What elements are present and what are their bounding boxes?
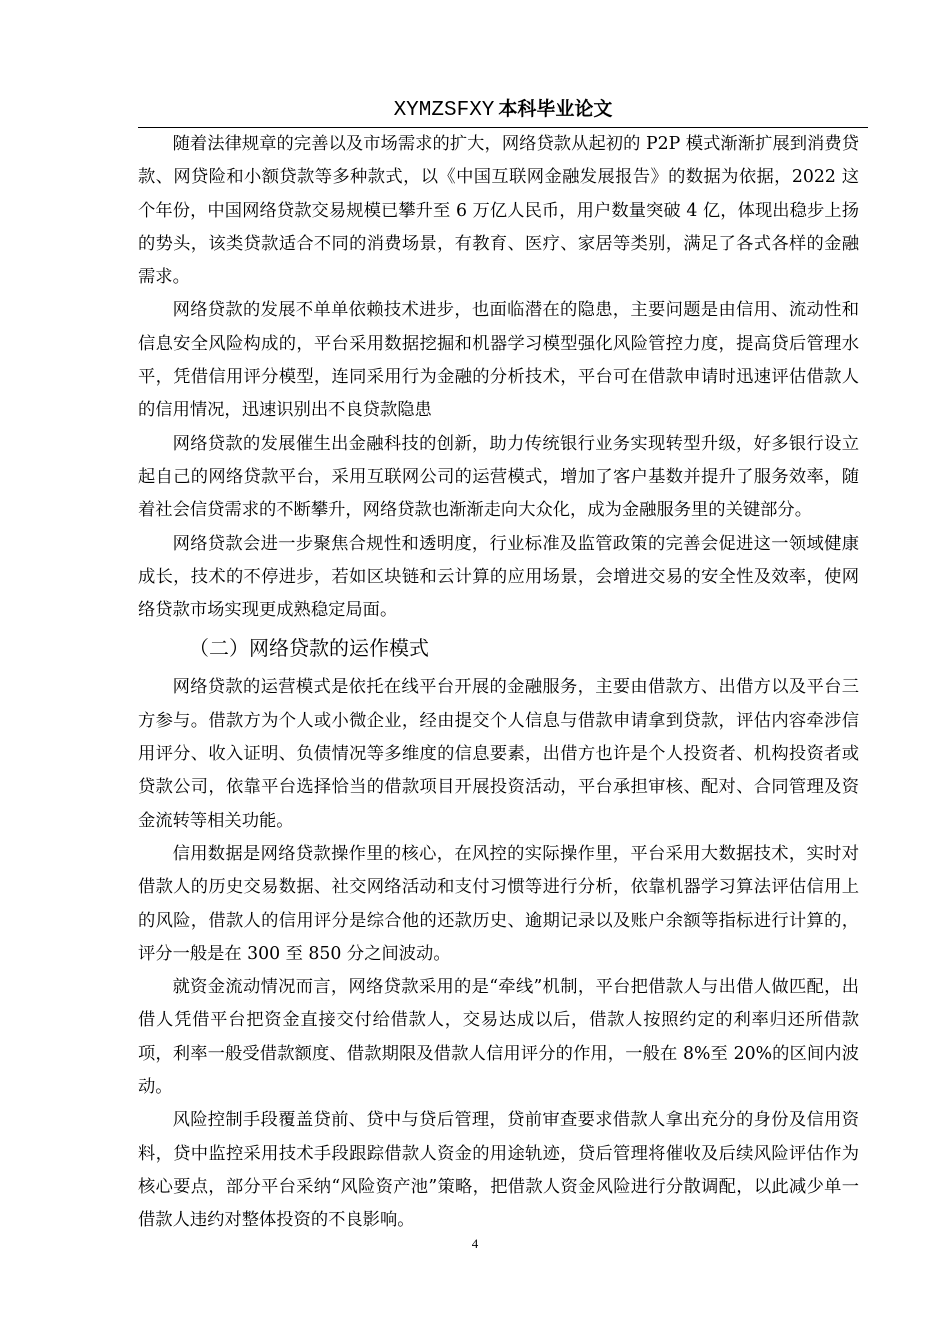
paragraph: 网络贷款的发展不单单依赖技术进步，也面临潜在的隐患，主要问题是由信用、流动性和信息安全风险构成的，平台采用数据挖掘和机器学习模型强化风险管控力度，提高贷后管理水平，凭借信用评分模型，连同采用行为金融的分析技术，平台可在借款申请时迅速评估借款人的信用情况，迅速识别出不良贷款隐患 bbox=[138, 300, 859, 421]
section-heading: （二）网络贷款的运作模式 bbox=[189, 636, 429, 661]
paragraph: 网络贷款会进一步聚焦合规性和透明度，行业标准及监管政策的完善会促进这一领域健康成长，技术的不停进步，若如区块链和云计算的应用场景，会增进交易的安全性及效率，使网络贷款市场实现更成熟稳定局面。 bbox=[138, 533, 859, 621]
paragraph: 就资金流动情况而言，网络贷款采用的是“牵线”机制，平台把借款人与出借人做匹配，出借人凭借平台把资金直接交付给借款人，交易达成以后，借款人按照约定的利率归还所借款项，利率一般受借款额度、借款期限及借款人信用评分的作用，一般在 8%至 20%的区间内波动。 bbox=[138, 977, 859, 1098]
body-text bbox=[138, 128, 859, 1238]
page-number: 4 bbox=[471, 1236, 479, 1251]
header-title: 本科毕业论文 bbox=[498, 98, 613, 120]
paragraph: 信用数据是网络贷款操作里的核心，在风控的实际操作里，平台采用大数据技术，实时对借款人的历史交易数据、社交网络活动和支付习惯等进行分析，依靠机器学习算法评估信用上的风险，借款人的信用评分是综合他的还款历史、逾期记录以及账户余额等指标进行计算的，评分一般是在 300 至 850 分之间波动。 bbox=[138, 843, 859, 964]
paragraph: 随着法律规章的完善以及市场需求的扩大，网络贷款从起初的 P2P 模式渐渐扩展到消费贷款、网贷险和小额贷款等多种款式，以《中国互联网金融发展报告》的数据为依据，2022 这个年份，中国网络贷款交易规模已攀升至 6 万亿人民币，用户数量突破 4 亿，体现出稳步上扬的势头，该类贷款适合不同的消费场景，有教育、医疗、家居等类别，满足了各式各样的金融需求。 bbox=[138, 134, 859, 288]
paragraph: 风险控制手段覆盖贷前、贷中与贷后管理，贷前审查要求借款人拿出充分的身份及信用资料，贷中监控采用技术手段跟踪借款人资金的用途轨迹，贷后管理将催收及后续风险评估作为核心要点，部分平台采纳“风险资产池”策略，把借款人资金风险进行分散调配，以此减少单一借款人违约对整体投资的不良影响。 bbox=[138, 1110, 859, 1231]
paragraph: 网络贷款的运营模式是依托在线平台开展的金融服务，主要由借款方、出借方以及平台三方参与。借款方为个人或小微企业，经由提交个人信息与借款申请拿到贷款，评估内容牵涉信用评分、收入证明、负债情况等多维度的信息要素，出借方也许是个人投资者、机构投资者或贷款公司，依靠平台选择恰当的借款项目开展投资活动，平台承担审核、配对、合同管理及资金流转等相关功能。 bbox=[138, 677, 859, 831]
running-header bbox=[138, 94, 868, 128]
paragraph: 网络贷款的发展催生出金融科技的创新，助力传统银行业务实现转型升级，好多银行设立起自己的网络贷款平台，采用互联网公司的运营模式，增加了客户基数并提升了服务效率，随着社会信贷需求的不断攀升，网络贷款也渐渐走向大众化，成为金融服务里的关键部分。 bbox=[138, 433, 859, 521]
header-code: XYMZSFXY bbox=[393, 99, 495, 122]
